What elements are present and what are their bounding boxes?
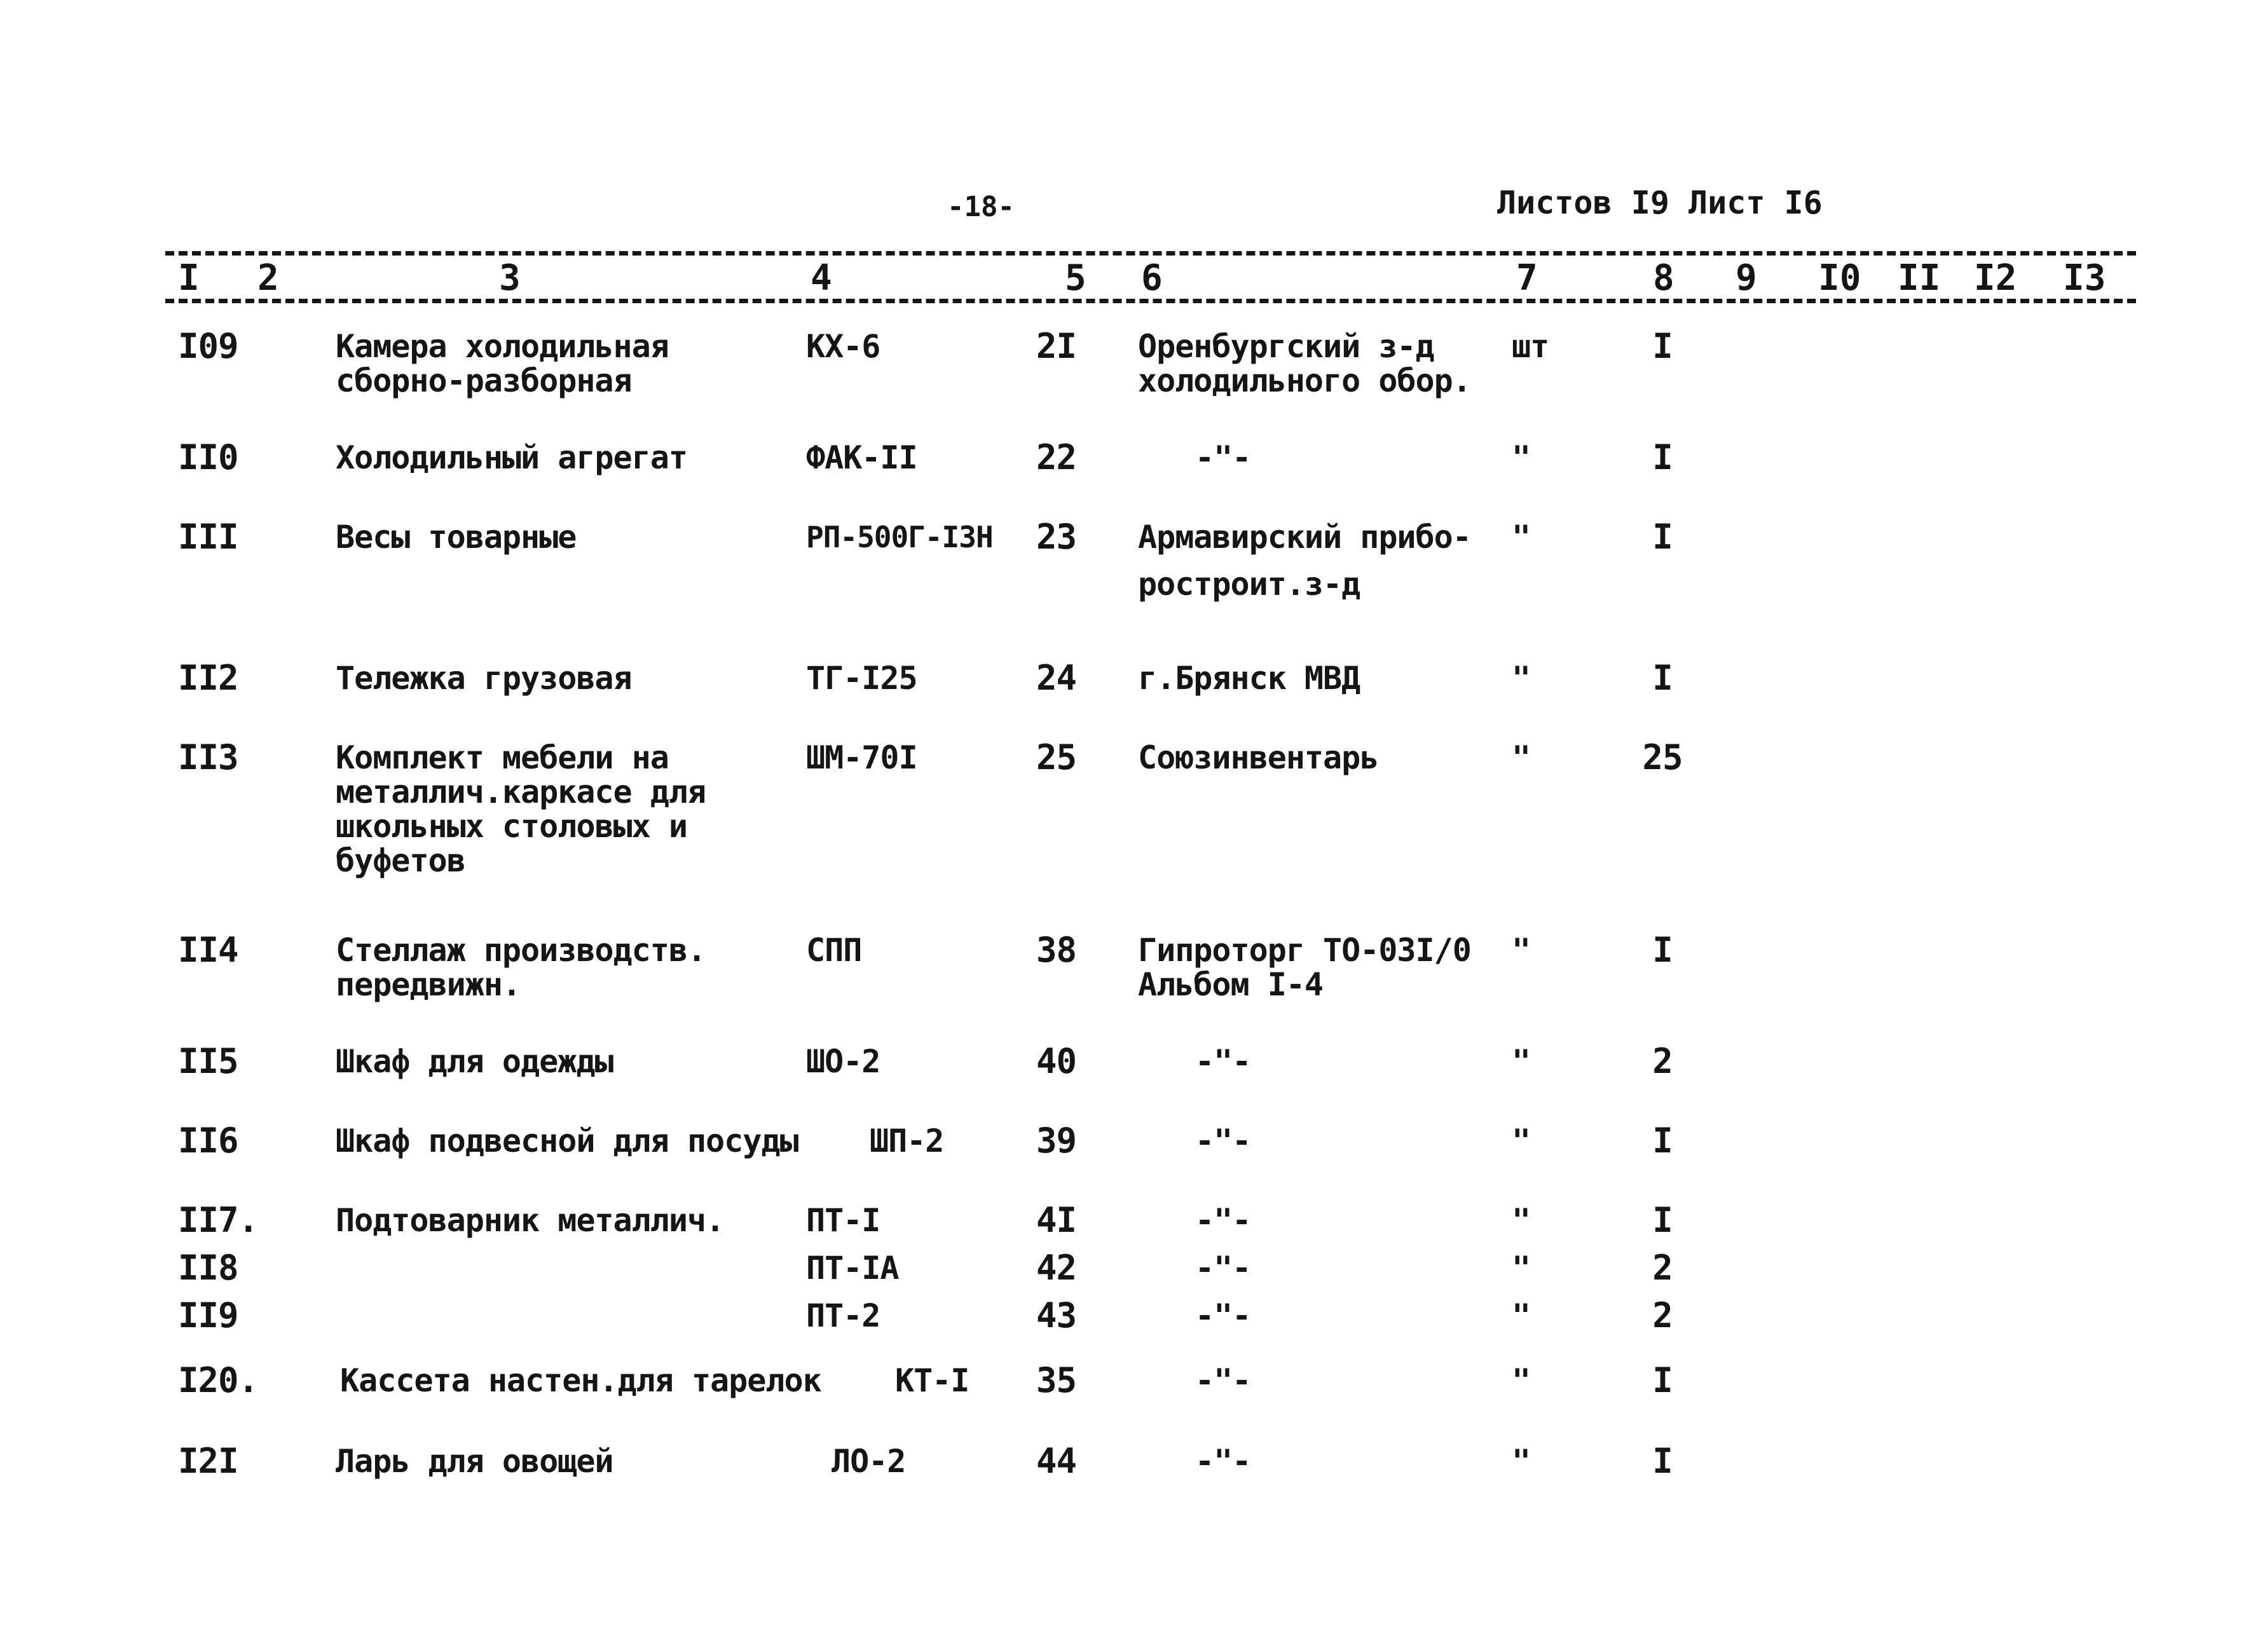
- equipment-model: ПТ-IА: [806, 1250, 899, 1287]
- reference-number: 23: [1036, 517, 1077, 557]
- reference-number: 43: [1036, 1295, 1077, 1335]
- manufacturer: -"-: [1195, 1362, 1251, 1399]
- col-num-9: 9: [1736, 257, 1757, 299]
- quantity: 2: [1652, 1295, 1673, 1335]
- equipment-name: Комплект мебели на металлич.каркасе для школьных столовых и буфетов: [336, 739, 706, 879]
- row-number: II5: [178, 1041, 238, 1081]
- equipment-name: Весы товарные: [336, 519, 577, 556]
- row-number: II3: [178, 737, 238, 777]
- col-num-10: I0: [1818, 257, 1861, 299]
- quantity: I: [1652, 517, 1673, 557]
- reference-number: 44: [1036, 1441, 1077, 1481]
- col-num-3: 3: [499, 257, 521, 299]
- col-num-13: I3: [2063, 257, 2106, 299]
- equipment-name: Шкаф для одежды: [336, 1043, 613, 1080]
- equipment-name: Ларь для овощей: [336, 1443, 613, 1480]
- quantity: I: [1652, 658, 1673, 698]
- manufacturer: г.Брянск МВД: [1138, 660, 1360, 697]
- col-num-5: 5: [1065, 257, 1086, 299]
- reference-number: 39: [1036, 1121, 1077, 1161]
- col-num-2: 2: [257, 257, 279, 299]
- manufacturer: -"-: [1195, 1202, 1251, 1239]
- row-number: I09: [178, 326, 238, 366]
- manufacturer: Армавирский прибо- ростроит.з-д: [1138, 519, 1471, 603]
- quantity: I: [1652, 437, 1673, 477]
- row-number: II6: [178, 1121, 238, 1161]
- reference-number: 38: [1036, 930, 1077, 970]
- equipment-model: ШО-2: [806, 1043, 880, 1080]
- col-num-6: 6: [1141, 257, 1163, 299]
- equipment-model: РП-500Г-I3Н: [806, 520, 993, 554]
- row-number: II9: [178, 1295, 238, 1335]
- quantity: I: [1652, 1441, 1673, 1481]
- equipment-model: КТ-I: [895, 1362, 969, 1399]
- reference-number: 24: [1036, 658, 1077, 698]
- page-number: -18-: [947, 191, 1015, 223]
- quantity: I: [1652, 1121, 1673, 1161]
- row-number: II2: [178, 658, 238, 698]
- reference-number: 2I: [1036, 326, 1077, 366]
- manufacturer: Союзинвентарь: [1138, 739, 1379, 776]
- quantity: 25: [1642, 737, 1683, 777]
- row-number: II8: [178, 1248, 238, 1288]
- equipment-model: ПТ-I: [806, 1202, 880, 1239]
- unit: ": [1512, 1043, 1531, 1080]
- reference-number: 40: [1036, 1041, 1077, 1081]
- row-number: III: [178, 517, 238, 557]
- unit: шт: [1512, 328, 1549, 365]
- quantity: 2: [1652, 1248, 1673, 1288]
- equipment-model: КХ-6: [806, 328, 880, 365]
- unit: ": [1512, 1297, 1531, 1334]
- equipment-name: Тележка грузовая: [336, 660, 632, 697]
- unit: ": [1512, 1362, 1531, 1399]
- header-dashed-rule: [165, 299, 2136, 303]
- row-number: II4: [178, 930, 238, 970]
- quantity: I: [1652, 1360, 1673, 1400]
- unit: ": [1512, 932, 1531, 969]
- equipment-model: ТГ-I25: [806, 660, 917, 697]
- unit: ": [1512, 519, 1531, 556]
- sheet-counter: Листов I9 Лист I6: [1497, 184, 1823, 221]
- manufacturer: -"-: [1195, 439, 1251, 476]
- equipment-model: ШП-2: [870, 1123, 944, 1159]
- equipment-name: Холодильный агрегат: [336, 439, 687, 476]
- row-number: I20.: [178, 1360, 259, 1400]
- col-num-8: 8: [1653, 257, 1674, 299]
- equipment-model: ШМ-70I: [806, 739, 917, 776]
- col-num-11: II: [1898, 257, 1941, 299]
- reference-number: 4I: [1036, 1200, 1077, 1240]
- quantity: I: [1652, 1200, 1673, 1240]
- manufacturer: -"-: [1195, 1043, 1251, 1080]
- equipment-model: ЛО-2: [832, 1443, 906, 1480]
- col-num-1: I: [178, 257, 200, 299]
- unit: ": [1512, 1443, 1531, 1480]
- manufacturer: -"-: [1195, 1297, 1251, 1334]
- equipment-name: Подтоварник металлич.: [336, 1202, 725, 1239]
- col-num-4: 4: [811, 257, 832, 299]
- equipment-name: Кассета настен.для тарелок: [340, 1362, 821, 1399]
- col-num-12: I2: [1974, 257, 2017, 299]
- reference-number: 22: [1036, 437, 1077, 477]
- unit: ": [1512, 1123, 1531, 1159]
- unit: ": [1512, 1250, 1531, 1287]
- manufacturer: -"-: [1195, 1123, 1251, 1159]
- row-number: I2I: [178, 1441, 238, 1481]
- unit: ": [1512, 439, 1531, 476]
- row-number: II7.: [178, 1200, 259, 1240]
- equipment-name: Шкаф подвесной для посуды: [336, 1123, 798, 1159]
- row-number: II0: [178, 437, 238, 477]
- unit: ": [1512, 1202, 1531, 1239]
- quantity: 2: [1652, 1041, 1673, 1081]
- reference-number: 25: [1036, 737, 1077, 777]
- equipment-model: СПП: [806, 932, 862, 969]
- reference-number: 35: [1036, 1360, 1077, 1400]
- manufacturer: -"-: [1195, 1443, 1251, 1480]
- equipment-name: Стеллаж производств. передвижн.: [336, 932, 706, 1003]
- manufacturer: -"-: [1195, 1250, 1251, 1287]
- quantity: I: [1652, 326, 1673, 366]
- reference-number: 42: [1036, 1248, 1077, 1288]
- unit: ": [1512, 739, 1531, 776]
- unit: ": [1512, 660, 1531, 697]
- manufacturer: Оренбургский з-д холодильного обор.: [1138, 328, 1471, 399]
- col-num-7: 7: [1516, 257, 1538, 299]
- quantity: I: [1652, 930, 1673, 970]
- top-dashed-rule: [165, 251, 2136, 256]
- equipment-name: Камера холодильная сборно-разборная: [336, 328, 669, 399]
- equipment-model: ПТ-2: [806, 1297, 880, 1334]
- manufacturer: Гипроторг ТО-03I/0 Альбом I-4: [1138, 932, 1471, 1003]
- equipment-model: ФАК-II: [806, 439, 917, 476]
